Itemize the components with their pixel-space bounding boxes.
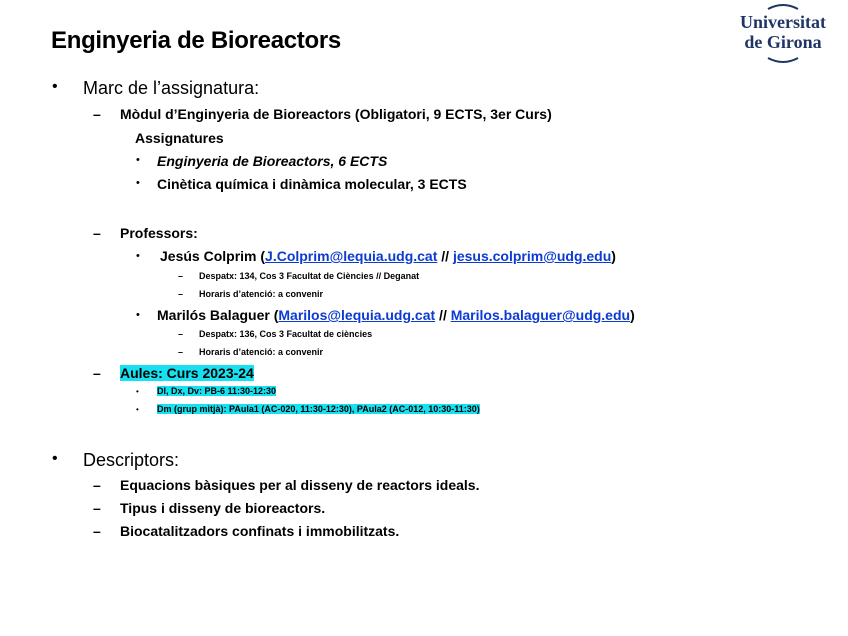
professor-detail: Horaris d’atenció: a convenir bbox=[199, 347, 324, 357]
dash-icon: – bbox=[93, 523, 101, 539]
professor-entry bbox=[157, 307, 635, 323]
university-logo bbox=[728, 2, 838, 68]
dash-icon: – bbox=[93, 477, 101, 493]
email-link[interactable]: Marilos.balaguer@udg.edu bbox=[450, 307, 631, 323]
bullet-icon: • bbox=[52, 450, 58, 467]
email-link[interactable]: J.Colprim@lequia.udg.cat bbox=[265, 248, 438, 264]
assignatura-item: Enginyeria de Bioreactors, 6 ECTS bbox=[157, 153, 388, 169]
bullet-icon: • bbox=[136, 309, 140, 321]
email-link[interactable]: Marilos@lequia.udg.cat bbox=[278, 307, 436, 323]
assignatura-item: Cinètica química i dinàmica molecular, 3 ECTS bbox=[157, 176, 467, 192]
dash-icon: – bbox=[93, 106, 101, 122]
email-link[interactable]: jesus.colprim@udg.edu bbox=[452, 248, 612, 264]
separator: // bbox=[437, 248, 453, 264]
dash-icon: – bbox=[178, 329, 184, 339]
dash-icon: – bbox=[93, 500, 101, 516]
marc-heading: Marc de l’assignatura: bbox=[83, 78, 260, 98]
separator: // bbox=[435, 307, 451, 323]
assignatures-label: Assignatures bbox=[135, 130, 224, 146]
professor-detail: Despatx: 134, Cos 3 Facultat de Ciències // Deganat bbox=[199, 271, 420, 281]
professors-label: Professors: bbox=[120, 225, 198, 241]
bullet-icon: • bbox=[136, 250, 140, 262]
logo-line2: de Girona bbox=[744, 32, 822, 52]
bullet-icon: • bbox=[52, 78, 58, 95]
aula-item: Dm (grup mitjà): PAula1 (AC-020, 11:30-12:30), PAula2 (AC-012, 10:30-11:30) bbox=[157, 404, 480, 414]
aula-item: Dl, Dx, Dv: PB-6 11:30-12:30 bbox=[157, 386, 277, 396]
descriptor-item: Biocatalitzadors confinats i immobilitzats. bbox=[120, 523, 400, 539]
dash-icon: – bbox=[93, 365, 101, 381]
professor-detail: Horaris d’atenció: a convenir bbox=[199, 289, 324, 299]
aules-heading: Aules: Curs 2023-24 bbox=[120, 365, 254, 381]
dash-icon: – bbox=[178, 289, 184, 299]
professor-name: Marilós Balaguer ( bbox=[157, 307, 279, 323]
descriptor-item: Tipus i disseny de bioreactors. bbox=[120, 500, 326, 516]
bullet-icon: • bbox=[136, 387, 139, 396]
logo-line1: Universitat bbox=[740, 12, 826, 32]
dash-icon: – bbox=[178, 347, 184, 357]
bullet-icon: • bbox=[136, 177, 140, 189]
bullet-icon: • bbox=[136, 405, 139, 414]
modul-text: Mòdul d’Enginyeria de Bioreactors (Obligatori, 9 ECTS, 3er Curs) bbox=[120, 106, 552, 122]
paren-close: ) bbox=[630, 307, 635, 323]
professor-name: Jesús Colprim ( bbox=[160, 248, 266, 264]
dash-icon: – bbox=[93, 225, 101, 241]
bullet-icon: • bbox=[136, 154, 140, 166]
descriptor-item: Equacions bàsiques per al disseny de reactors ideals. bbox=[120, 477, 480, 493]
paren-close: ) bbox=[611, 248, 616, 264]
professor-entry bbox=[160, 248, 616, 264]
dash-icon: – bbox=[178, 271, 184, 281]
descriptors-heading: Descriptors: bbox=[83, 450, 180, 470]
page-title: Enginyeria de Bioreactors bbox=[51, 27, 341, 54]
professor-detail: Despatx: 136, Cos 3 Facultat de ciències bbox=[199, 329, 373, 339]
